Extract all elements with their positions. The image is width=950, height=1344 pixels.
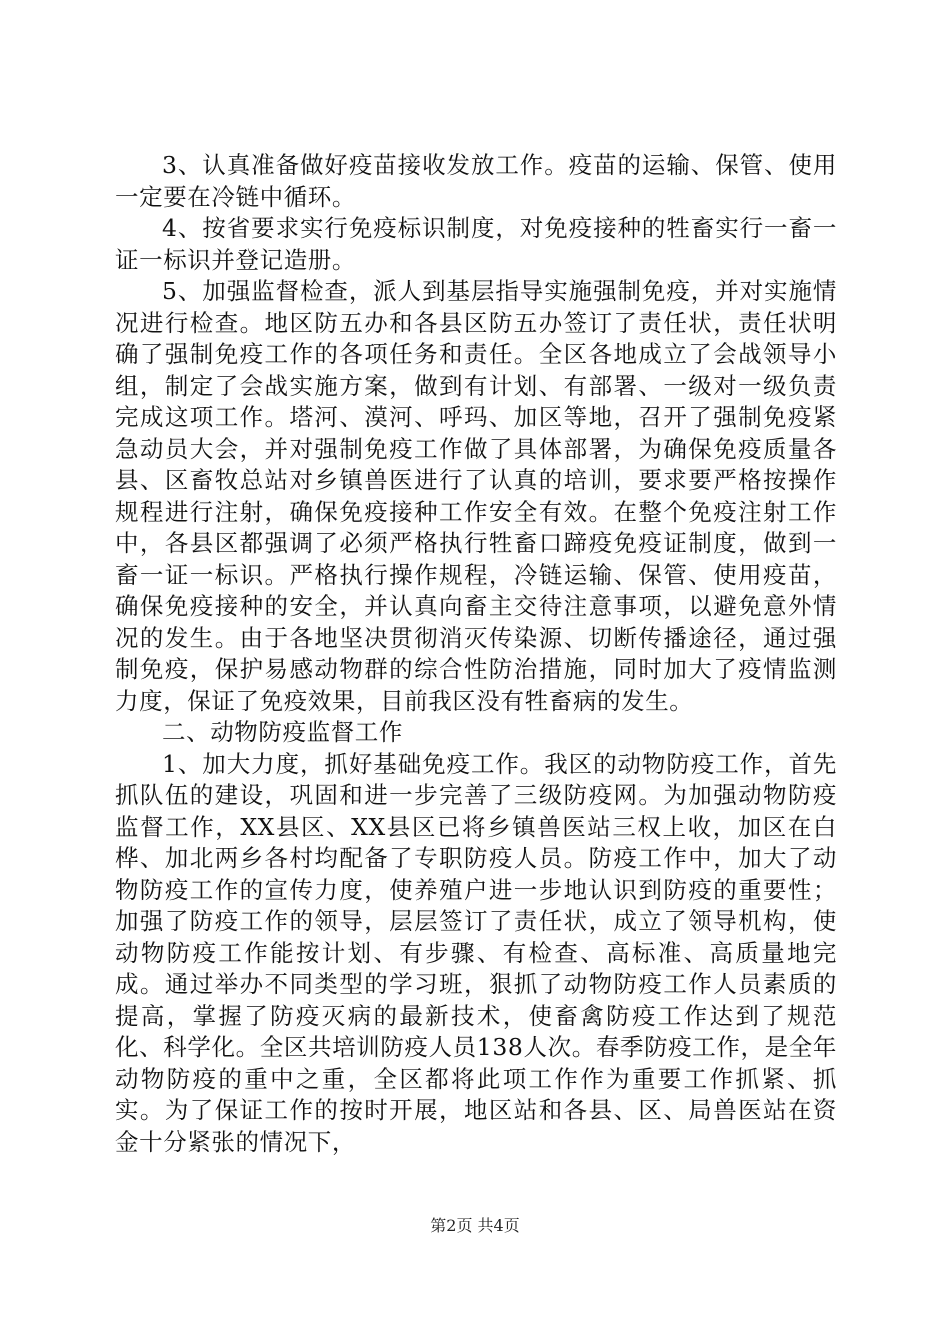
- document-body: [115, 150, 837, 1158]
- paragraph-immune-identification: 4、按省要求实行免疫标识制度，对免疫接种的牲畜实行一畜一证一标识并登记造册。: [115, 214, 837, 274]
- paragraph-vaccine-distribution: 3、认真准备做好疫苗接收发放工作。疫苗的运输、保管、使用一定要在冷链中循环。: [115, 151, 837, 211]
- section-heading-epidemic-supervision: 二、动物防疫监督工作: [162, 718, 403, 746]
- page-footer: 第2页 共4页: [430, 1216, 520, 1235]
- paragraph-basic-immunization: 1、加大力度，抓好基础免疫工作。我区的动物防疫工作，首先抓队伍的建设，巩固和进一步完善了三级防疫网。为加强动物防疫监督工作，XX县区、XX县区已将乡镇兽医站三权上收，加区在白桦、加北两乡各村均配备了专职防疫人员。防疫工作中，加大了动物防疫工作的宣传力度，使养殖户进一步地认识到防疫的重要性；加强了防疫工作的领导，层层签订了责任状，成立了领导机构，使动物防疫工作能按计划、有步骤、有检查、高标准、高质量地完成。通过举办不同类型的学习班，狠抓了动物防疫工作人员素质的提高，掌握了防疫灭病的最新技术，使畜禽防疫工作达到了规范化、科学化。全区共培训防疫人员138人次。春季防疫工作，是全年动物防疫的重中之重，全区都将此项工作作为重要工作抓紧、抓实。为了保证工作的按时开展，地区站和各县、区、局兽医站在资金十分紧张的情况下，: [115, 749, 837, 1156]
- paragraph-supervision-inspection: 5、加强监督检查，派人到基层指导实施强制免疫，并对实施情况进行检查。地区防五办和各县区防五办签订了责任状，责任状明确了强制免疫工作的各项任务和责任。全区各地成立了会战领导小组，制定了会战实施方案，做到有计划、有部署、一级对一级负责完成这项工作。塔河、漠河、呼玛、加区等地，召开了强制免疫紧急动员大会，并对强制免疫工作做了具体部署，为确保免疫质量各县、区畜牧总站对乡镇兽医进行了认真的培训，要求要严格按操作规程进行注射，确保免疫接种工作安全有效。在整个免疫注射工作中，各县区都强调了必须严格执行牲畜口蹄疫免疫证制度，做到一畜一证一标识。严格执行操作规程，冷链运输、保管、使用疫苗，确保免疫接种的安全，并认真向畜主交待注意事项，以避免意外情况的发生。由于各地坚决贯彻消灭传染源、切断传播途径，通过强制免疫，保护易感动物群的综合性防治措施，同时加大了疫情监测力度，保证了免疫效果，目前我区没有牲畜病的发生。: [115, 277, 837, 715]
